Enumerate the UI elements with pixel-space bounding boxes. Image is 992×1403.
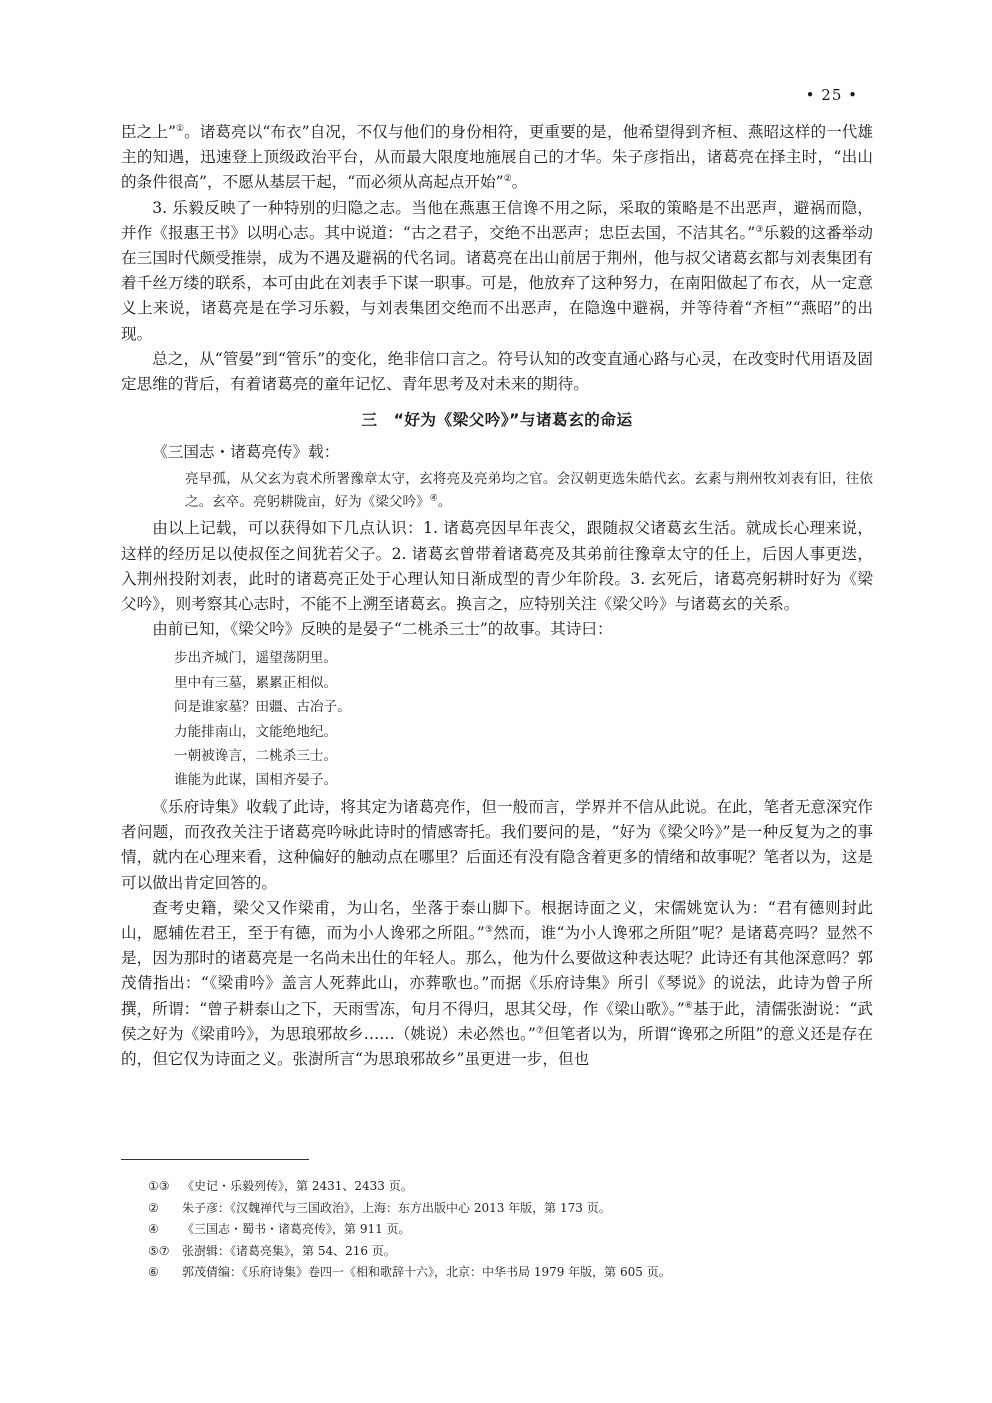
paragraph-4: 《三国志・诸葛亮传》载： — [152, 443, 340, 462]
paragraph-5: 由以上记载，可以获得如下几点认识：1. 诸葛亮因早年丧父，跟随叔父诸葛玄生活。就成长心理来说，这样的经历足以使叔侄之间犹若父子。2. 诸葛玄曾带着诸葛亮及其弟前往豫章太守的任上，后因人事更迭，入荆州投附刘表，此时的诸葛亮正处于心理认知日渐成型的青少年阶段。3. 玄死后，诸葛亮躬耕时好为《梁父吟》，则考察其心志时，不能不上溯至诸葛玄。换言之，应特别关注《梁父吟》与诸葛玄的关系。 — [121, 519, 873, 614]
footnote-text: 《三国志・蜀书・诸葛亮传》，第 911 页。 — [182, 1222, 411, 1237]
footnote — [148, 1262, 868, 1284]
footnote-text: 张澍辑：《诸葛亮集》，第 54、216 页。 — [182, 1243, 396, 1258]
footnote-ref[interactable]: ⑦ — [535, 1025, 545, 1036]
footnote-mark: ⑥ — [148, 1265, 159, 1280]
paragraph-7: 《乐府诗集》收载了此诗，将其定为诸葛亮作，但一般而言，学界并不信从此说。在此，笔者无意深究作者问题，而孜孜关注于诸葛亮吟咏此诗时的情感寄托。我们要问的是，“好为《梁父吟》”是一种反复为之的事情，就内在心理来看，这种偏好的触动点在哪里？后面还有没有隐含着更多的情绪和故事呢？笔者以为，这是可以做出肯定回答的。 — [121, 797, 873, 892]
footnote-text: 朱子彦：《汉魏禅代与三国政治》，上海：东方出版中心 2013 年版，第 173 页。 — [182, 1200, 611, 1215]
poem-line: 谁能为此谋，国相齐晏子。 — [174, 772, 338, 789]
footnote-ref[interactable]: ⑥ — [684, 1000, 693, 1011]
paragraph-3: 总之，从“管晏”到“管乐”的变化，绝非信口言之。符号认知的改变直通心路与心灵，在改变时代用语及固定思维的背后，有着诸葛亮的童年记忆、青年思考及对未来的期待。 — [121, 349, 873, 394]
footnote — [148, 1241, 868, 1263]
footnote-ref[interactable]: ③ — [755, 224, 764, 235]
block-quote: 亮早孤，从父玄为袁术所署豫章太守，玄将亮及亮弟均之官。会汉朝更选朱皓代玄。玄素与荆州牧刘表有旧，往依之。玄卒。亮躬耕陇亩，好为《梁父吟》④。 — [185, 471, 873, 511]
page-number: • 25 • — [805, 86, 858, 104]
poem — [174, 646, 873, 792]
footnote-text: 郭茂倩编：《乐府诗集》卷四一《相和歌辞十六》，北京：中华书局 1979 年版，第 605 页。 — [182, 1265, 671, 1280]
footnotes — [148, 1176, 868, 1284]
footnote-text: 《史记・乐毅列传》，第 2431、2433 页。 — [182, 1179, 413, 1193]
footnote — [148, 1176, 868, 1198]
footnote-ref[interactable]: ④ — [429, 493, 438, 504]
main-text — [121, 120, 873, 1072]
paragraph-2: 3. 乐毅反映了一种特别的归隐之志。当他在燕惠王信谗不用之际，采取的策略是不出恶声，避祸而隐，并作《报惠王书》以明心志。其中说道：“古之君子，交绝不出恶声；忠臣去国，不洁其名。”③乐毅的这番举动在三国时代颇受推崇，成为不遇及避祸的代名词。诸葛亮在出山前居于荆州，他与叔父诸葛玄都与刘表集团有着千丝万缕的联系，本可由此在刘表手下谋一职事。可是，他放弃了这种努力，在南阳做起了布衣，从一定意义上来说，诸葛亮是在学习乐毅，与刘表集团交绝而不出恶声，在隐逸中避祸，并等待着“齐桓”“燕昭”的出现。 — [121, 198, 873, 343]
paragraph-8: 查考史籍，梁父又作梁甫，为山名，坐落于泰山脚下。根据诗面之义，宋儒姚宽认为：“君有德则封此山，愿辅佐君王，至于有德，而为小人谗邪之所阻。”⑤然而，谁“为小人谗邪之所阻”呢？是诸葛亮吗？显然不是，因为那时的诸葛亮是一名尚未出仕的年轻人。那么，他为什么要做这种表达呢？此诗还有其他深意吗？郭茂倩指出：“《梁甫吟》盖言人死葬此山，亦葬歌也。”而据《乐府诗集》所引《琴说》的说法，此诗为曾子所撰，所谓：“曾子耕泰山之下，天雨雪冻，旬月不得归，思其父母，作《梁山歌》。”⑥基于此，清儒张澍说：“武侯之好为《梁甫吟》，为思琅邪故乡……（姚说）未必然也。”⑦但笔者以为，所谓“谗邪之所阻”的意义还是存在的，但它仅为诗面之义。张澍所言“为思琅邪故乡”虽更进一步，但也 — [121, 898, 874, 1068]
footnote-ref[interactable]: ⑤ — [484, 924, 494, 935]
poem-line: 里中有三墓，累累正相似。 — [174, 674, 338, 691]
section-title: 三 “好为《梁父吟》”与诸葛玄的命运 — [361, 411, 633, 430]
footnote-ref[interactable]: ① — [175, 123, 185, 134]
poem-line: 步出齐城门，遥望荡阴里。 — [174, 650, 338, 667]
footnote — [148, 1198, 868, 1220]
poem-line: 一朝被谗言，二桃杀三士。 — [174, 748, 338, 765]
footnote-ref[interactable]: ② — [503, 174, 512, 185]
poem-line: 问是谁家墓？田疆、古冶子。 — [174, 699, 351, 716]
paragraph-6: 由前已知，《梁父吟》反映的是晏子“二桃杀三士”的故事。其诗曰： — [152, 620, 613, 639]
footnote-divider — [121, 1159, 309, 1160]
paragraph-1: 臣之上”①。诸葛亮以“布衣”自况，不仅与他们的身份相符，更重要的是，他希望得到齐桓、燕昭这样的一代雄主的知遇，迅速登上顶级政治平台，从而最大限度地施展自己的才华。朱子彦指出，诸葛亮在择主时，“出山的条件很高”，不愿从基层干起，“而必须从高起点开始”②。 — [121, 123, 873, 192]
footnote-mark: ② — [148, 1200, 159, 1215]
footnote-mark: ④ — [148, 1222, 159, 1237]
footnote-mark: ⑤⑦ — [148, 1243, 170, 1258]
footnote-mark: ①③ — [148, 1179, 170, 1193]
footnote — [148, 1219, 868, 1241]
poem-line: 力能排南山，文能绝地纪。 — [174, 723, 338, 740]
